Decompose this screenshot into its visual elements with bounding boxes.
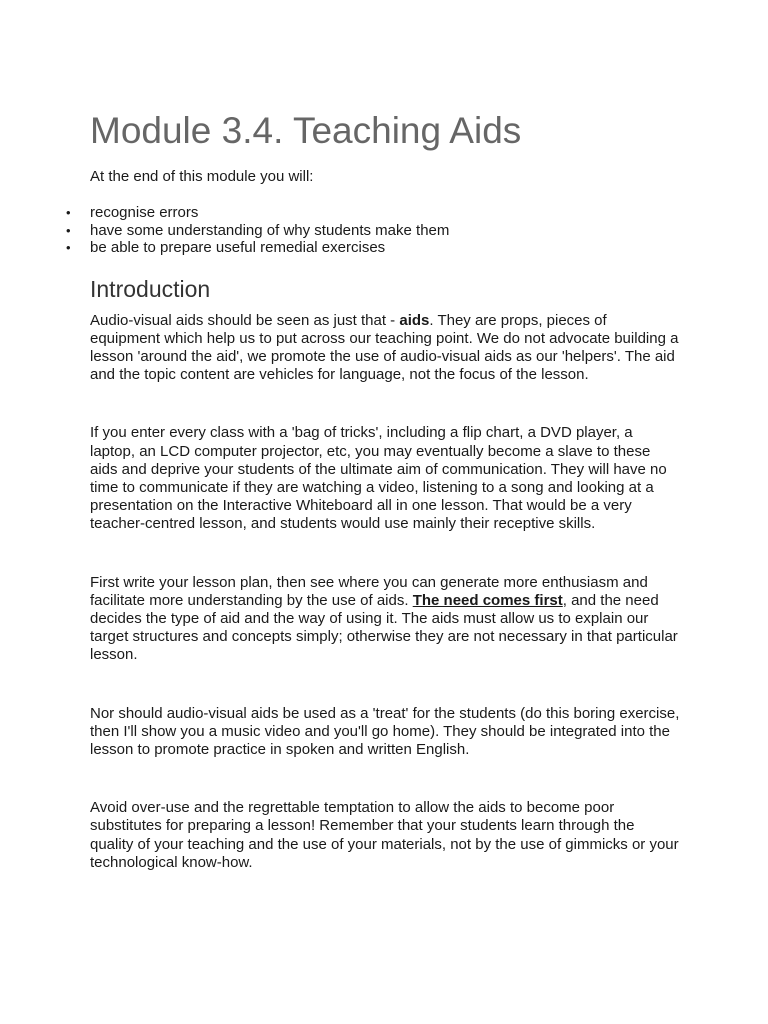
paragraph-3-text-after: , and the need decides the type of aid and the way of using it. The aids must allow us to explain our target structures and concepts simply; otherwise they are not necessary in that particular lesson.: [90, 591, 678, 664]
paragraph-1-text-before: Audio-visual aids should be seen as just that -: [90, 311, 400, 329]
objectives-list: [90, 204, 680, 257]
paragraph-4: Nor should audio-visual aids be used as a 'treat' for the students (do this boring exercise, then I'll show you a music video and you'll go home). They should be integrated into the lesson to promote practice in spoken and written English.: [90, 704, 680, 758]
paragraph-5: Avoid over-use and the regrettable temptation to allow the aids to become poor substitutes for preparing a lesson! Remember that your students learn through the quality of your teaching and the use of your materials, not by the use of gimmicks or your technological know-how.: [90, 799, 679, 871]
list-item: • recognise errors: [90, 204, 680, 222]
module-intro-line: At the end of this module you will:: [90, 168, 314, 185]
paragraph-1-bold-term: aids: [399, 311, 430, 329]
page-title: Module 3.4. Teaching Aids: [90, 110, 522, 151]
list-item: • be able to prepare useful remedial exercises: [90, 239, 680, 257]
paragraph-1: [90, 312, 680, 385]
paragraph-2: If you enter every class with a 'bag of tricks', including a flip chart, a DVD player, a laptop, an LCD computer projector, etc, you may eventually become a slave to these aids and deprive your students of the ultimate aim of communication. They will have no time to communicate if they are watching a video, listening to a song and looking at a presentation on the Interactive Whiteboard all in one lesson. That would be a very teacher-centred lesson, and students would use mainly their receptive skills.: [90, 424, 667, 533]
section-heading-introduction: Introduction: [90, 275, 211, 302]
paragraph-1-text-after: . They are props, pieces of equipment which help us to put across our teaching point. We do not advocate building a lesson 'around the aid', we promote the use of audio-visual aids as our 'helpers'. The aid and the topic content are vehicles for language, not the focus of the lesson.: [90, 311, 679, 384]
paragraph-3-emphasis: The need comes first: [412, 591, 563, 609]
paragraph-3: [90, 574, 680, 665]
list-item: • have some understanding of why students make them: [90, 222, 680, 240]
paragraph-3-text-before: First write your lesson plan, then see where you can generate more enthusiasm and facilitate more understanding by the use of aids.: [90, 573, 648, 609]
document-page: [90, 110, 680, 872]
